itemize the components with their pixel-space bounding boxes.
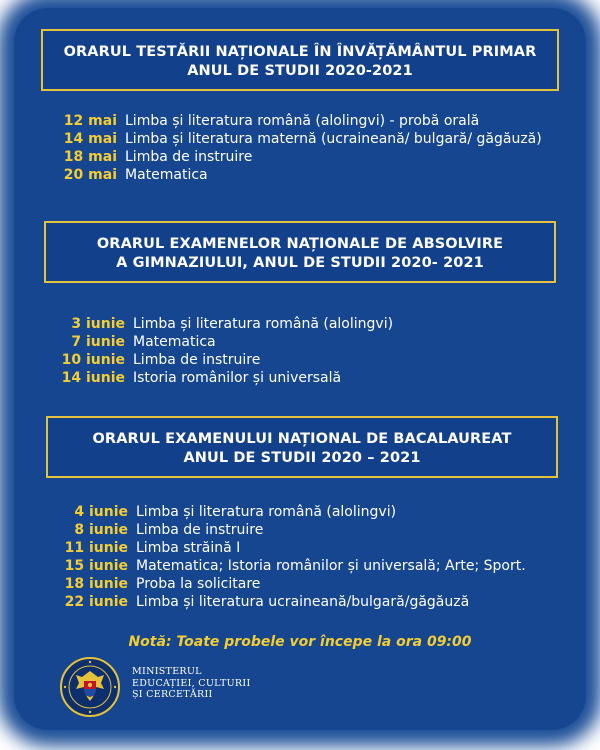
list-item [64,539,526,557]
list-item [71,333,393,351]
exam-subject: Limba și literatura ucraineană/bulgară/găgăuză [136,594,470,610]
exam-subject: Matematica [125,167,208,183]
exam-date: 12 mai [63,113,117,129]
ministry-line1: MINISTERUL [132,666,202,677]
exam-date: 18 iunie [64,576,128,592]
section2-title-box [44,221,556,283]
exam-date: 8 iunie [74,522,128,538]
section1-title-line2: ANUL DE STUDII 2020-2021 [187,63,413,79]
section3-title-line1: ORARUL EXAMENULUI NAȚIONAL DE BACALAUREAT [92,431,512,447]
exam-subject: Limba străină I [136,540,241,556]
exam-subject: Istoria românilor și universală [133,370,342,386]
exam-subject: Matematica; Istoria românilor și universală; Arte; Sport. [136,558,526,574]
section1-list [63,112,542,184]
section3-title-box [46,416,558,478]
list-item [61,351,393,369]
exam-date: 3 iunie [71,316,125,332]
exam-date: 11 iunie [64,540,128,556]
exam-subject: Limba și literatura maternă (ucraineană/ bulgară/ găgăuză) [125,131,542,147]
exam-date: 14 iunie [61,370,125,386]
exam-date: 20 mai [63,167,117,183]
exam-date: 7 iunie [71,334,125,350]
section3-list [64,503,526,611]
exam-subject: Limba de instruire [133,352,261,368]
exam-subject: Matematica [133,334,216,350]
exam-date: 10 iunie [61,352,125,368]
exam-date: 15 iunie [64,558,128,574]
list-item [71,315,394,333]
exam-date: 4 iunie [74,504,128,520]
exam-subject: Limba și literatura română (alolingvi) - probă orală [125,113,480,129]
exam-subject: Limba și literatura română (alolingvi) [133,316,394,332]
section1-title-line1: ORARUL TESTĂRII NAȚIONALE ÎN ÎNVĂȚĂMÂNTUL PRIMAR [63,44,537,60]
exam-date: 14 mai [63,131,117,147]
list-item [64,575,526,593]
ministry-line3: ȘI CERCETĂRII [132,689,213,700]
list-item [63,166,542,184]
exam-subject: Limba și literatura română (alolingvi) [136,504,397,520]
list-item [74,503,526,521]
list-item [74,521,526,539]
ministry-line2: EDUCAȚIEI, CULTURII [132,677,251,689]
exam-subject: Limba de instruire [136,522,264,538]
section2-title-line2: A GIMNAZIULUI, ANUL DE STUDII 2020- 2021 [116,255,484,271]
ministry-name [132,666,251,701]
list-item [63,130,542,148]
government-emblem-icon [60,657,120,717]
exam-subject: Limba de instruire [125,149,253,165]
section2-title-line1: ORARUL EXAMENELOR NAȚIONALE DE ABSOLVIRE [96,236,504,252]
exam-date: 18 mai [63,149,117,165]
list-item [61,369,393,387]
list-item [64,593,526,611]
list-item [64,557,526,575]
start-time-note: Notă: Toate probele vor începe la ora 09:00 [128,634,472,650]
section2-list [61,315,394,387]
list-item [63,112,542,130]
exam-date: 22 iunie [64,594,128,610]
exam-subject: Proba la solicitare [136,576,261,592]
list-item [63,148,542,166]
section1-title-box [41,29,559,91]
section3-title-line2: ANUL DE STUDII 2020 – 2021 [183,450,421,466]
